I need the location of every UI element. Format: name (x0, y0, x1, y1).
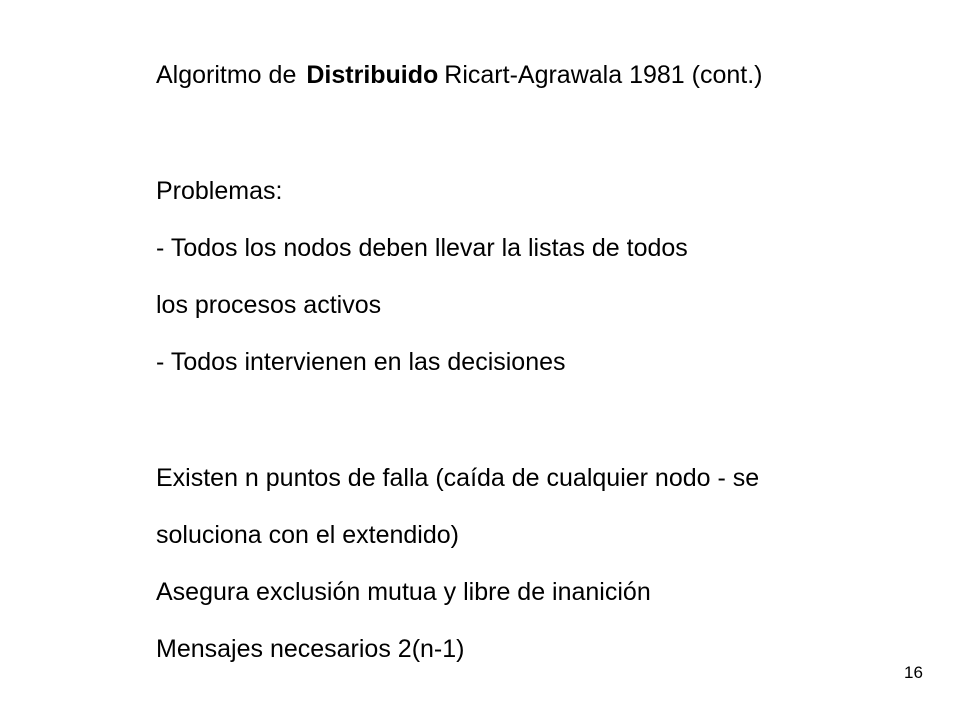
problems-heading: Problemas: (156, 177, 283, 205)
problem-item-1: - Todos los nodos deben llevar la listas de todos (156, 234, 688, 262)
problem-item-1-continued: los procesos activos (156, 291, 382, 319)
page-number: 16 (904, 663, 923, 682)
failure-points-text: Existen n puntos de falla (caída de cualquier nodo - se (156, 464, 760, 492)
mutual-exclusion-text: Asegura exclusión mutua y libre de inanición (156, 578, 651, 606)
failure-points-text-continued: soluciona con el extendido) (156, 521, 459, 549)
messages-required-text: Mensajes necesarios 2(n-1) (156, 635, 465, 663)
slide-title (156, 60, 763, 90)
problem-item-2: - Todos intervienen en las decisiones (156, 348, 566, 376)
title-bold-word: Distribuido (306, 61, 439, 89)
title-suffix: Ricart-Agrawala 1981 (cont.) (444, 61, 763, 89)
title-prefix: Algoritmo de (156, 61, 297, 89)
